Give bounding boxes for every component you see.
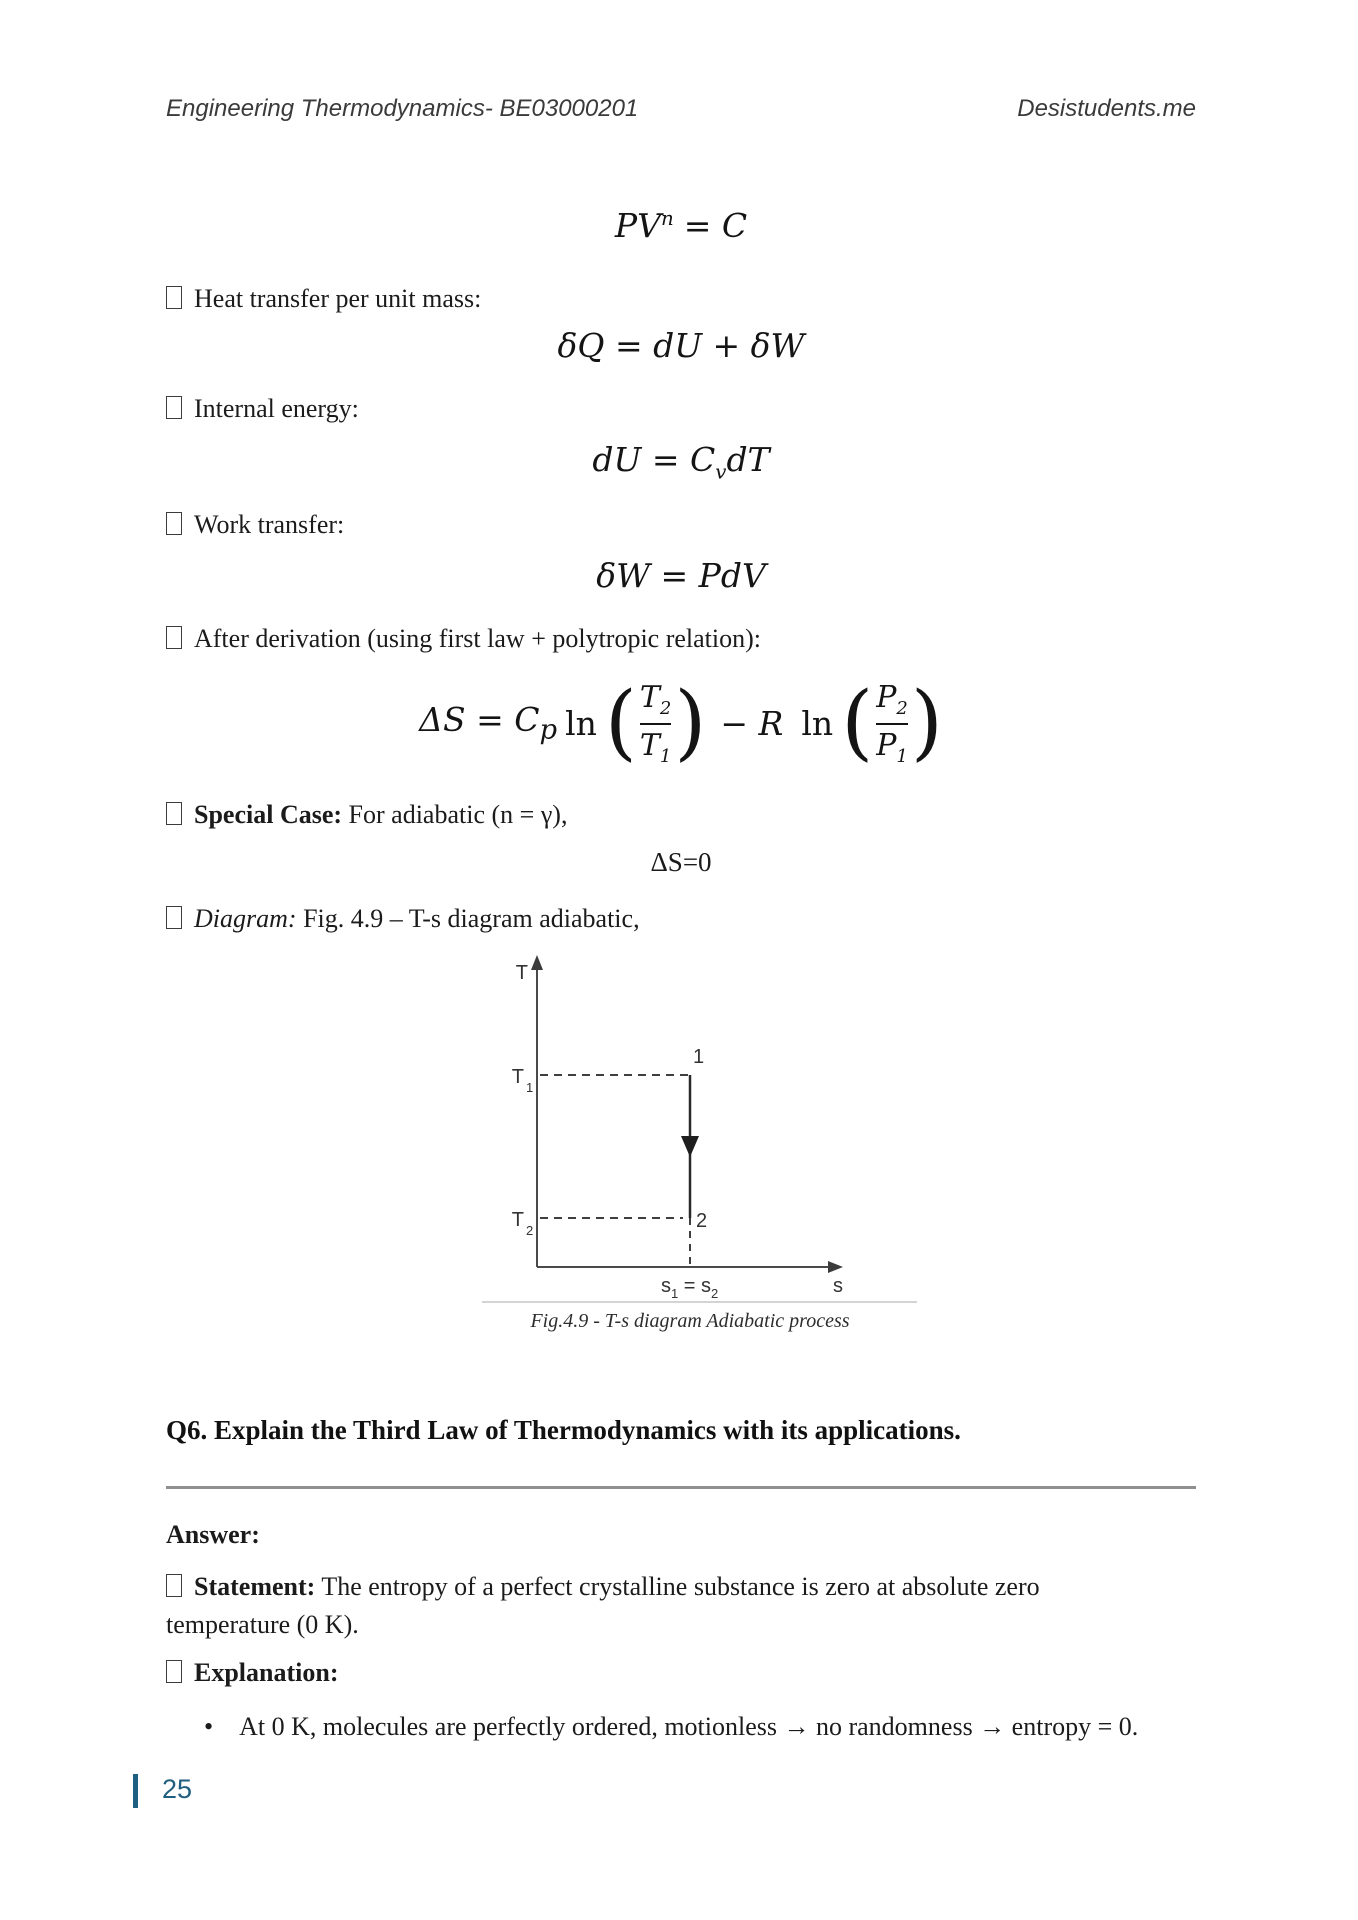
- work-formula-text: δW = PdV: [596, 556, 766, 595]
- t2-label: T: [511, 1209, 524, 1231]
- state-point-2-label: 2: [696, 1210, 708, 1232]
- question-heading: Q6. Explain the Third Law of Thermodynamics with its applications.: [166, 1415, 961, 1445]
- checkbox-glyph: [166, 286, 182, 309]
- pressure-fraction: $\frac{P_2}{P_1}$: [876, 679, 908, 767]
- open-paren: (: [604, 675, 637, 771]
- checkbox-glyph: [166, 1660, 182, 1683]
- open-paren: (: [841, 675, 874, 771]
- fraction-bar: [876, 723, 908, 725]
- diagram-reference-line: [166, 902, 1218, 936]
- page-number-accent-bar: [133, 1774, 138, 1808]
- t2-subscript: 2: [526, 1223, 534, 1238]
- statement-paragraph: [166, 1568, 1166, 1644]
- checkbox-glyph: [166, 626, 182, 649]
- fraction-bar: [640, 723, 671, 725]
- diagram-label: Diagram:: [194, 904, 297, 933]
- s-axis-label: s: [833, 1275, 843, 1297]
- page-number: 25: [162, 1774, 193, 1804]
- entropy-lead: $\Delta S = C_p$: [419, 700, 558, 746]
- explanation-line: [166, 1656, 1218, 1690]
- formula-rhs: = C: [683, 206, 748, 245]
- statement-label: Statement:: [194, 1572, 316, 1601]
- delta-s-zero: ΔS=0: [650, 847, 712, 877]
- special-case-line: [166, 798, 1218, 832]
- internal-formula-pre: dU = C: [592, 440, 716, 479]
- t-axis-label: T: [515, 962, 528, 984]
- ln-operator: ln: [801, 703, 834, 743]
- internal-energy-formula: [166, 440, 1196, 484]
- close-paren: ): [674, 675, 707, 771]
- work-transfer-label: Work transfer:: [194, 510, 345, 539]
- first-law-formula: [166, 326, 1196, 365]
- entropy-change-formula: [166, 668, 1196, 778]
- s-axis-arrow-icon: [828, 1261, 843, 1273]
- checkbox-glyph: [166, 906, 182, 929]
- t-axis-arrow-icon: [531, 955, 543, 970]
- special-case-label: Special Case:: [194, 800, 343, 829]
- figure-edge-line: [482, 1301, 917, 1303]
- internal-energy-line: [166, 392, 1218, 426]
- checkbox-glyph: [166, 512, 182, 535]
- diagram-text: Fig. 4.9 – T-s diagram adiabatic,: [296, 904, 640, 933]
- bullet-item: [204, 1712, 1254, 1742]
- checkbox-glyph: [166, 1574, 182, 1597]
- process-direction-arrow-icon: [681, 1136, 699, 1157]
- derivation-line: [166, 622, 1218, 656]
- statement-text: The entropy of a perfect crystalline substance is zero at absolute zero temperature (0 K).: [166, 1572, 1040, 1639]
- explanation-label: Explanation:: [194, 1658, 339, 1687]
- section-divider: [166, 1486, 1196, 1489]
- special-case-text: For adiabatic (n = γ),: [342, 800, 568, 829]
- internal-formula-sub: v: [715, 460, 727, 484]
- derivation-label: After derivation (using first law + polytropic relation):: [194, 624, 762, 653]
- ln-operator: ln: [565, 703, 597, 743]
- close-paren: ): [910, 675, 943, 771]
- page-header: [166, 95, 1196, 123]
- work-transfer-line: [166, 508, 1218, 542]
- header-site-name: Desistudents.me: [1017, 95, 1196, 122]
- header-course-title: Engineering Thermodynamics- BE03000201: [166, 95, 639, 122]
- checkbox-glyph: [166, 396, 182, 419]
- first-law-text: δQ = dU + δW: [557, 326, 805, 365]
- t1-subscript: 1: [526, 1080, 534, 1095]
- temperature-fraction: $\frac{T_2}{T_1}$: [639, 679, 672, 767]
- state-point-1-label: 1: [693, 1046, 705, 1068]
- bullet-text: At 0 K, molecules are perfectly ordered, motionless → no randomness → entropy = 0.: [239, 1712, 1139, 1741]
- entropy-mid: − R: [720, 703, 784, 743]
- internal-energy-label: Internal energy:: [194, 394, 359, 423]
- entropy-equality-label: $s_1 = s_2$: [661, 1275, 719, 1301]
- ts-diagram-figure: [440, 950, 930, 1301]
- figure-caption: Fig.4.9 - T-s diagram Adiabatic process: [530, 1310, 850, 1332]
- formula-base: PV: [614, 206, 661, 245]
- formula-exponent: n: [660, 207, 674, 230]
- polytropic-formula: [166, 206, 1196, 245]
- internal-formula-post: dT: [726, 440, 770, 479]
- bullet-marker: •: [204, 1712, 214, 1741]
- heat-transfer-line: [166, 282, 1218, 316]
- checkbox-glyph: [166, 802, 182, 825]
- answer-label: Answer:: [166, 1520, 260, 1549]
- t1-label: T: [511, 1066, 524, 1088]
- heat-transfer-label: Heat transfer per unit mass:: [194, 284, 482, 313]
- work-formula: [166, 556, 1196, 595]
